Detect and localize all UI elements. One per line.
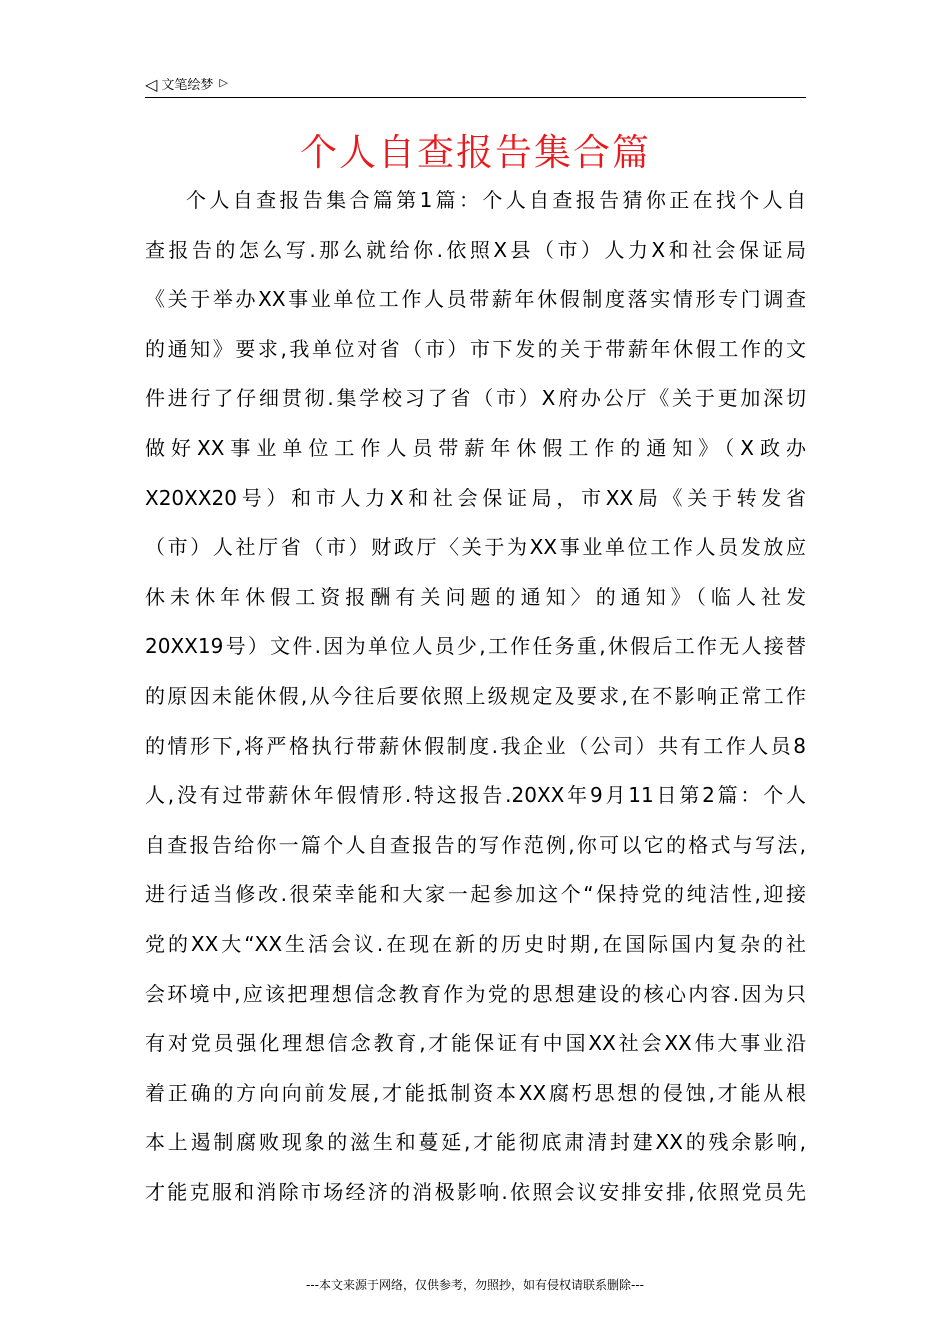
body-line: 才能克服和消除市场经济的消极影响.依照会议安排安排,依照党员先 <box>145 1179 806 1204</box>
page-header <box>145 72 806 98</box>
brand-name: 文笔绘梦 <box>161 78 214 93</box>
body-line: 做好XX事业单位工作人员带薪年休假工作的通知》（X政办 <box>145 435 806 460</box>
body-line: 休未休年休假工资报酬有关问题的通知〉的通知》（临人社发 <box>145 584 806 609</box>
body-line: 20XX19号）文件.因为单位人员少,工作任务重,休假后工作无人接替 <box>145 634 806 659</box>
body-line: 《关于举办XX事业单位工作人员带薪年休假制度落实情形专门调查 <box>145 287 806 312</box>
document-title: 个人自查报告集合篇 <box>300 131 651 174</box>
body-line: 件进行了仔细贯彻.集学校习了省（市）X府办公厅《关于更加深切 <box>145 386 806 411</box>
body-line: 的通知》要求,我单位对省（市）市下发的关于带薪年休假工作的文 <box>145 336 806 361</box>
body-line: 的原因未能休假,从今往后要依照上级规定及要求,在不影响正常工作 <box>145 683 806 708</box>
body-line: 的情形下,将严格执行带薪休假制度.我企业（公司）共有工作人员8 <box>145 733 806 758</box>
body-line: 个人自查报告集合篇第1篇：个人自查报告猜你正在找个人自 <box>186 188 806 212</box>
body-line: 自查报告给你一篇个人自查报告的写作范例,你可以它的格式与写法, <box>145 832 806 857</box>
triangle-left-icon: ◁ <box>145 75 158 94</box>
body-line: 查报告的怎么写.那么就给你.依照X县（市）人力X和社会保证局 <box>145 237 806 262</box>
body-line: 本上遏制腐败现象的滋生和蔓延,才能彻底肃清封建XX的残余影响, <box>145 1130 806 1155</box>
body-line: 人,没有过带薪休年假情形.特这报告.20XX年9月11日第2篇：个人 <box>145 783 806 808</box>
header-brand <box>145 74 228 95</box>
body-line: （市）人社厅省（市）财政厅〈关于为XX事业单位工作人员发放应 <box>145 535 806 560</box>
body-line: 进行适当修改.很荣幸能和大家一起参加这个“保持党的纯洁性,迎接 <box>145 882 806 907</box>
body-line: 党的XX大“XX生活会议.在现在新的历史时期,在国际国内复杂的社 <box>145 931 806 956</box>
triangle-right-icon: ▷ <box>219 76 228 89</box>
page-footer: ---本文来源于网络，仅供参考，勿照抄，如有侵权请联系删除--- <box>306 1278 644 1292</box>
body-line: 有对党员强化理想信念教育,才能保证有中国XX社会XX伟大事业沿 <box>145 1031 806 1056</box>
document-body <box>145 176 806 1217</box>
body-line: X20XX20号）和市人力X和社会保证局，市XX局《关于转发省 <box>145 485 806 510</box>
body-line: 会环境中,应该把理想信念教育作为党的思想建设的核心内容.因为只 <box>145 981 806 1006</box>
body-line: 着正确的方向向前发展,才能抵制资本XX腐朽思想的侵蚀,才能从根 <box>145 1080 806 1105</box>
